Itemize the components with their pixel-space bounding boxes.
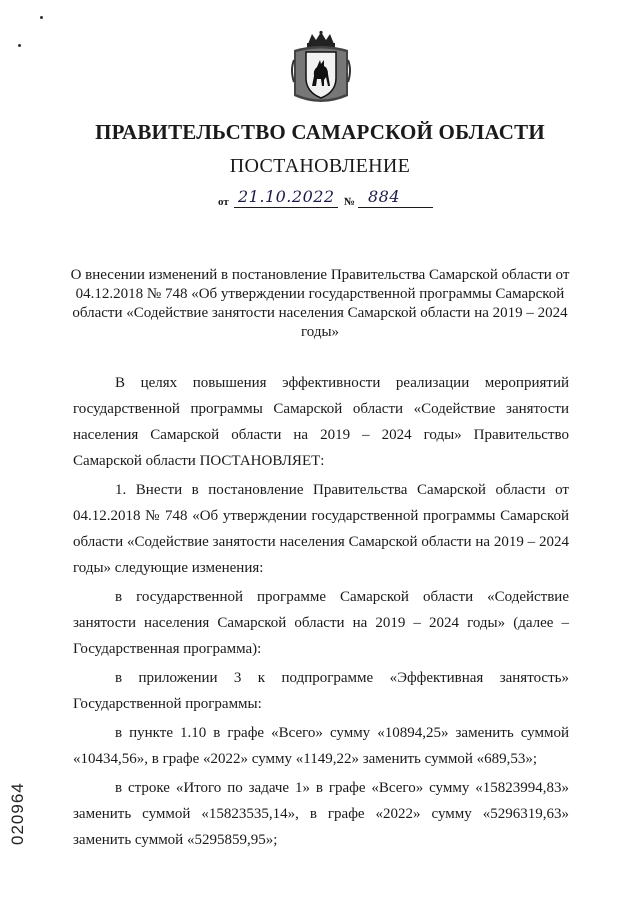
- scan-speck: [18, 44, 21, 47]
- date-number-line: [218, 187, 433, 212]
- margin-serial-number: 020964: [8, 782, 27, 845]
- date-label: от: [218, 196, 229, 208]
- body-paragraph: в приложении 3 к подпрограмме «Эффективная занятость» Государственной программы:: [73, 670, 569, 712]
- body-paragraph: в пункте 1.10 в графе «Всего» сумму «10894,25» заменить суммой «10434,56», в графе «2022» сумму «1149,22» заменить суммой «689,53»;: [73, 725, 569, 767]
- number-value: 884: [368, 187, 401, 206]
- date-value: 21.10.2022: [238, 187, 335, 206]
- body-paragraph: 1. Внести в постановление Правительства Самарской области от 04.12.2018 № 748 «Об утверждении государственной программы Самарской области «Содействие занятости населения Самарской области на 2019 – 2024 годы» следующие изменения:: [73, 482, 569, 576]
- document-subject: О внесении изменений в постановление Правительства Самарской области от 04.12.2018 № 748 «Об утверждении государственной программы Самарской области «Содействие занятости населения Самарской области на 2019 – 2024 годы»: [70, 267, 570, 340]
- document-type: ПОСТАНОВЛЕНИЕ: [229, 155, 411, 177]
- government-title: ПРАВИТЕЛЬСТВО САМАРСКОЙ ОБЛАСТИ: [95, 120, 545, 144]
- body-paragraph: в строке «Итого по задаче 1» в графе «Всего» сумму «15823994,83» заменить суммой «15823535,14», в графе «2022» сумму «5296319,63» заменить суммой «5295859,95»;: [73, 780, 569, 848]
- date-underline: [234, 207, 338, 208]
- body-paragraph: в государственной программе Самарской области «Содействие занятости населения Самарской области на 2019 – 2024 годы» (далее – Государственная программа):: [73, 589, 569, 657]
- number-label: №: [344, 196, 356, 208]
- body-paragraph: В целях повышения эффективности реализации мероприятий государственной программы Самарской области «Содействие занятости населения Самарской области на 2019 – 2024 годы» Правительство Самарской области ПОСТАНОВЛЯЕТ:: [73, 375, 569, 469]
- scan-speck: [40, 16, 43, 19]
- coat-of-arms-icon: [290, 30, 352, 110]
- document-body: [73, 370, 569, 856]
- number-underline: [358, 207, 433, 208]
